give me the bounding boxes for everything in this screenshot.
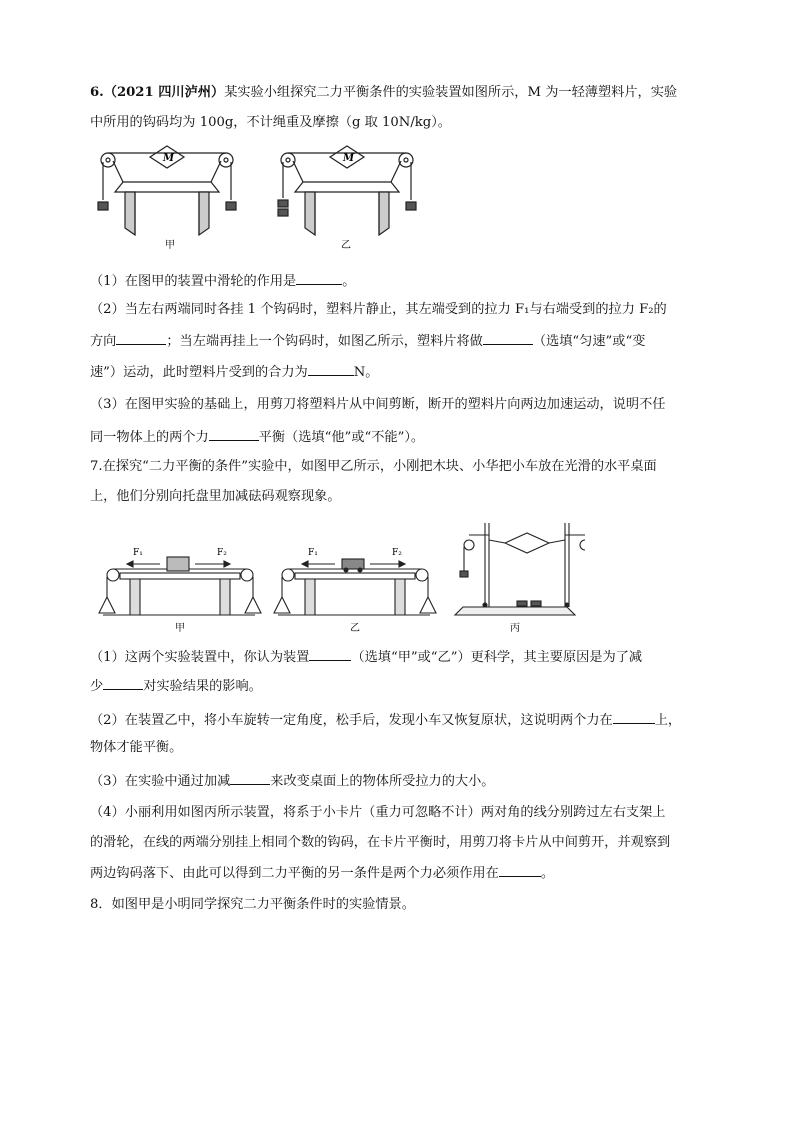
q7-p1a — [90, 647, 642, 667]
q7-p1b-text1: 少 — [90, 679, 104, 694]
q6-p1-text: （1）在图甲的装置中滑轮的作用是 — [90, 274, 297, 289]
q7-p1-blank-factor[interactable] — [103, 676, 143, 690]
q6-fig1-m-label: M — [163, 153, 175, 164]
q6-p3a: （3）在图甲实验的基础上，用剪刀将塑料片从中间剪断，断开的塑料片向两边加速运动，说明不任 — [90, 397, 666, 412]
q7-p3-blank[interactable] — [230, 771, 270, 785]
q6-p3-blank[interactable] — [209, 427, 259, 441]
q7-p4c-text2: 。 — [540, 866, 554, 881]
q7-yi-f1: F₁ — [308, 548, 318, 558]
q6-p2-blank-direction[interactable] — [116, 331, 166, 345]
q7-p4c — [90, 863, 554, 883]
q7-yi-f2: F₂ — [392, 548, 402, 558]
q7-p2-blank[interactable] — [613, 710, 655, 724]
q6-p1-blank[interactable] — [296, 271, 342, 285]
q7-jia-f2: F₂ — [217, 548, 227, 558]
q7-figures — [95, 515, 585, 637]
q6-p2b-text1: 方向 — [90, 334, 117, 349]
q7-p4b: 的滑轮，在线的两端分别挂上相同个数的钩码，在卡片平衡时，用剪刀将卡片从中间剪开，并观察到 — [90, 835, 671, 850]
q7-p1a-text1: （1）这两个实验装置中，你认为装置 — [90, 650, 310, 665]
q6-p2b-text3: （选填“匀速”或“变 — [532, 334, 646, 349]
q7-caption-jia: 甲 — [175, 623, 185, 634]
q6-p2-blank-motion[interactable] — [483, 331, 533, 345]
q6-p2c-text2: N。 — [353, 365, 379, 380]
q7-head1: 7.在探究“二力平衡的条件”实验中，如图甲乙所示，小刚把木块、小华把小车放在光滑的水平桌面 — [90, 459, 657, 474]
q8-stem: 8．如图甲是小明同学探究二力平衡条件时的实验情景。 — [90, 897, 415, 912]
q7-p2a-text2: 上， — [654, 713, 682, 728]
q6-p2b-text2: ；当左端再挂上一个钩码时，如图乙所示，塑料片将做 — [166, 334, 483, 349]
q6-p2c-text1: 速”）运动，此时塑料片受到的合力为 — [90, 365, 308, 380]
q7-p1a-text2: （选填“甲”或“乙”）更科学，其主要原因是为了减 — [351, 650, 643, 665]
q6-p3b — [90, 427, 424, 447]
q6-source: 6.（2021 四川泸州） — [90, 85, 225, 100]
q7-caption-yi: 乙 — [350, 623, 360, 634]
q7-p4a: （4）小丽利用如图丙所示装置，将系于小卡片（重力可忽略不计）两对角的线分别跨过左右支架上 — [90, 805, 666, 820]
q6-line1 — [90, 84, 677, 102]
q7-p3 — [90, 771, 494, 791]
q7-p3-text2: 来改变桌面上的物体所受拉力的大小。 — [270, 774, 495, 789]
q6-p1-end: 。 — [342, 274, 356, 289]
q7-p2a — [90, 710, 681, 730]
q6-stem: 某实验小组探究二力平衡条件的实验装置如图所示，M 为一轻薄塑料片，实验 — [224, 85, 678, 100]
q6-fig2-caption: 乙 — [341, 240, 351, 251]
q6-fig2-m-label: M — [343, 153, 355, 164]
q7-p4-blank[interactable] — [499, 863, 541, 877]
q7-p1-blank-device[interactable] — [309, 647, 351, 661]
q6-p1 — [90, 271, 355, 291]
q7-p1b — [90, 676, 262, 696]
q6-p2a: （2）当左右两端同时各挂 1 个钩码时，塑料片静止，其左端受到的拉力 F₁与右端受到的拉力 F₂的 — [90, 302, 667, 317]
q6-fig1-caption: 甲 — [165, 240, 175, 251]
q7-p2a-text1: （2）在装置乙中，将小车旋转一定角度，松手后，发现小车又恢复原状，这说明两个力在 — [90, 713, 613, 728]
q7-head2: 上，他们分别向托盘里加减砝码观察现象。 — [90, 489, 341, 504]
q7-p4c-text1: 两边钩码落下、由此可以得到二力平衡的另一条件是两个力必须作用在 — [90, 866, 499, 881]
q6-p2c — [90, 362, 378, 382]
q6-line2: 中所用的钩码均为 100g，不计绳重及摩擦（g 取 10N/kg）。 — [90, 115, 451, 130]
q7-p1b-text2: 对实验结果的影响。 — [143, 679, 262, 694]
q6-p2-blank-force[interactable] — [308, 362, 354, 376]
q7-p2b: 物体才能平衡。 — [90, 740, 183, 755]
q6-p3b-text2: 平衡（选填“他”或“不能”）。 — [258, 430, 425, 445]
q6-p2b — [90, 331, 645, 351]
q7-jia-f1: F₁ — [133, 548, 143, 558]
q7-caption-bing: 丙 — [510, 623, 520, 634]
q6-p3b-text1: 同一物体上的两个力 — [90, 430, 209, 445]
q7-p3-text1: （3）在实验中通过加减 — [90, 774, 231, 789]
q6-figures — [95, 140, 425, 252]
